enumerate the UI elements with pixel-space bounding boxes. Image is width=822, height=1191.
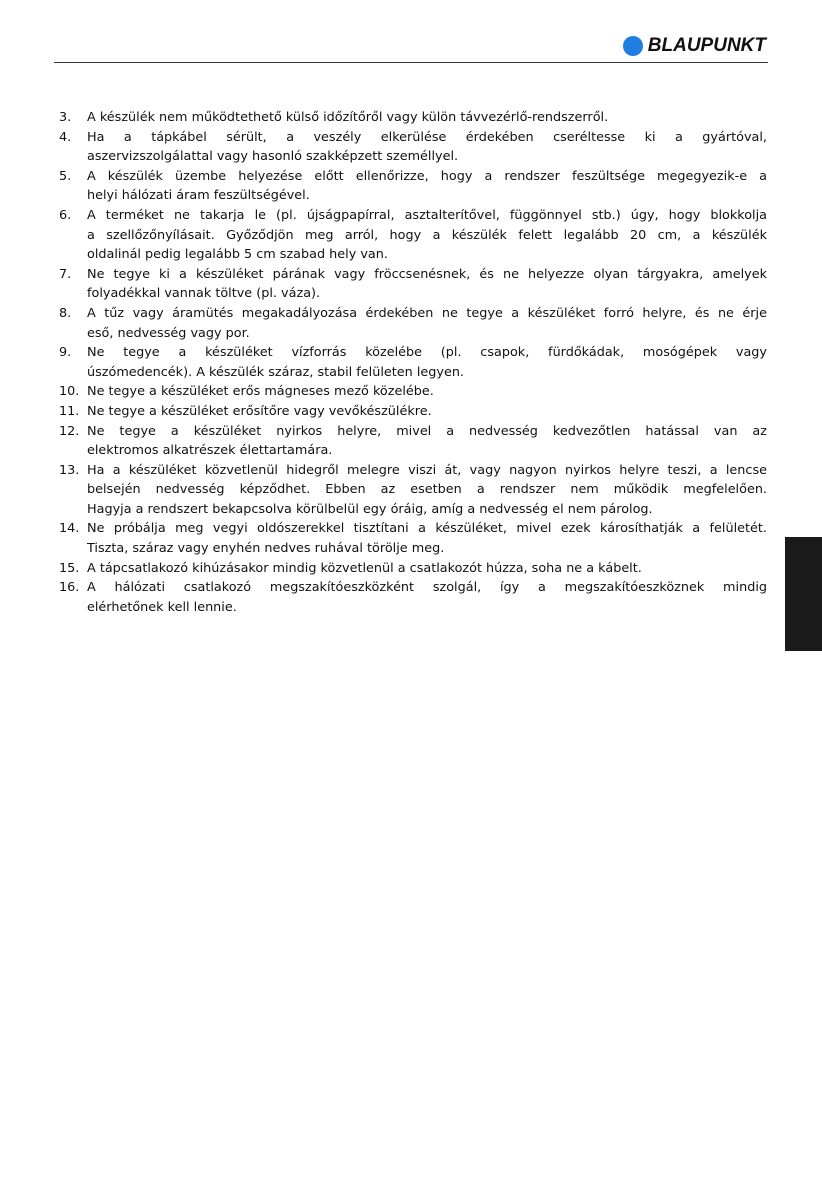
list-item xyxy=(59,559,767,579)
list-item-text-line: Ne tegye a készüléket nyirkos helyre, mivel a nedvesség kedvezőtlen hatással van az xyxy=(87,423,767,439)
list-item-number: 11. xyxy=(59,403,80,419)
list-item-number: 7. xyxy=(59,266,72,282)
brand-logo xyxy=(623,34,766,58)
list-item-text-line: eső, nedvesség vagy por. xyxy=(87,325,250,341)
list-item-text-line: aszervizszolgálattal vagy hasonló szakképzett személlyel. xyxy=(87,149,459,165)
list-item-text-line: Hagyja a rendszert bekapcsolva körülbelül egy óráig, amíg a nedvesség el nem párolog. xyxy=(87,501,653,517)
list-item-number: 5. xyxy=(59,168,72,184)
list-item xyxy=(59,519,767,558)
list-item-text-line: Ha a készüléket közvetlenül hidegről melegre viszi át, vagy nagyon nyirkos helyre teszi, a lencse xyxy=(87,462,767,478)
list-item xyxy=(59,167,767,206)
list-item-number: 14. xyxy=(59,521,80,537)
list-item-number: 9. xyxy=(59,345,72,361)
list-item-text-line: A terméket ne takarja le (pl. újságpapírral, asztalterítővel, függönnyel stb.) úgy, hogy blokkolja xyxy=(87,207,767,223)
list-item-text-line: A tűz vagy áramütés megakadályozása érdekében ne tegye a készüléket forró helyre, és ne érje xyxy=(87,305,767,321)
list-item xyxy=(59,265,767,304)
list-item-number: 8. xyxy=(59,305,72,321)
list-item-text-line: A készülék üzembe helyezése előtt ellenőrizze, hogy a rendszer feszültsége megegyezik-e a xyxy=(87,168,767,184)
list-item-text-line: elérhetőnek kell lennie. xyxy=(87,599,237,615)
list-item-text-line: Tiszta, száraz vagy enyhén nedves ruhával törölje meg. xyxy=(87,541,445,557)
list-item-text-line: belsején nedvesség képződhet. Ebben az esetben a rendszer nem működik megfelelően. xyxy=(87,482,767,498)
list-item xyxy=(59,578,767,617)
list-item-number: 16. xyxy=(59,580,80,596)
list-item-text-line: Ne tegye ki a készüléket párának vagy fröccsenésnek, és ne helyezze olyan tárgyakra, amelyek xyxy=(87,266,767,282)
section-tab-marker xyxy=(785,537,822,651)
list-item xyxy=(59,382,767,402)
list-item xyxy=(59,343,767,382)
list-item-text-line: Ha a tápkábel sérült, a veszély elkerülése érdekében cseréltesse ki a gyártóval, xyxy=(87,129,767,145)
list-item-text-line: a szellőzőnyílásait. Győződjön meg arról, hogy a készülék felett legalább 20 cm, a készülék xyxy=(87,227,767,243)
list-item-text-line: elektromos alkatrészek élettartamára. xyxy=(87,443,333,459)
list-item xyxy=(59,108,767,128)
list-item-text-line: A tápcsatlakozó kihúzásakor mindig közvetlenül a csatlakozót húzza, soha ne a kábelt. xyxy=(87,560,642,576)
list-item-text-line: A hálózati csatlakozó megszakítóeszközként szolgál, így a megszakítóeszköznek mindig xyxy=(87,580,767,596)
list-item-text-line: helyi hálózati áram feszültségével. xyxy=(87,188,310,204)
safety-instructions-list xyxy=(59,108,767,617)
list-item xyxy=(59,461,767,520)
list-item-number: 12. xyxy=(59,423,80,439)
list-item-text-line: Ne próbálja meg vegyi oldószerekkel tisztítani a készüléket, mivel ezek károsíthatják a felületét. xyxy=(87,521,767,537)
list-item-number: 4. xyxy=(59,129,72,145)
list-item xyxy=(59,128,767,167)
list-item-number: 13. xyxy=(59,462,80,478)
list-item xyxy=(59,206,767,265)
list-item-text-line: Ne tegye a készüléket vízforrás közelébe (pl. csapok, fürdőkádak, mosógépek vagy xyxy=(87,345,767,361)
list-item xyxy=(59,402,767,422)
list-item xyxy=(59,304,767,343)
list-item-text-line: oldalinál pedig legalább 5 cm szabad hely van. xyxy=(87,247,388,263)
list-item xyxy=(59,422,767,461)
list-item-text-line: úszómedencék). A készülék száraz, stabil felületen legyen. xyxy=(87,364,464,380)
brand-name: BLAUPUNKT xyxy=(647,35,766,56)
list-item-text-line: Ne tegye a készüléket erősítőre vagy vevőkészülékre. xyxy=(87,403,432,419)
list-item-text-line: folyadékkal vannak töltve (pl. váza). xyxy=(87,286,321,302)
list-item-number: 10. xyxy=(59,384,80,400)
page-header xyxy=(54,26,768,63)
brand-dot-icon xyxy=(623,36,643,56)
list-item-text-line: Ne tegye a készüléket erős mágneses mező közelébe. xyxy=(87,384,434,400)
list-item-number: 6. xyxy=(59,207,72,223)
list-item-text-line: A készülék nem működtethető külső időzítőről vagy külön távvezérlő-rendszerről. xyxy=(87,110,609,125)
list-item-number: 3. xyxy=(59,110,72,125)
list-item-number: 15. xyxy=(59,560,80,576)
